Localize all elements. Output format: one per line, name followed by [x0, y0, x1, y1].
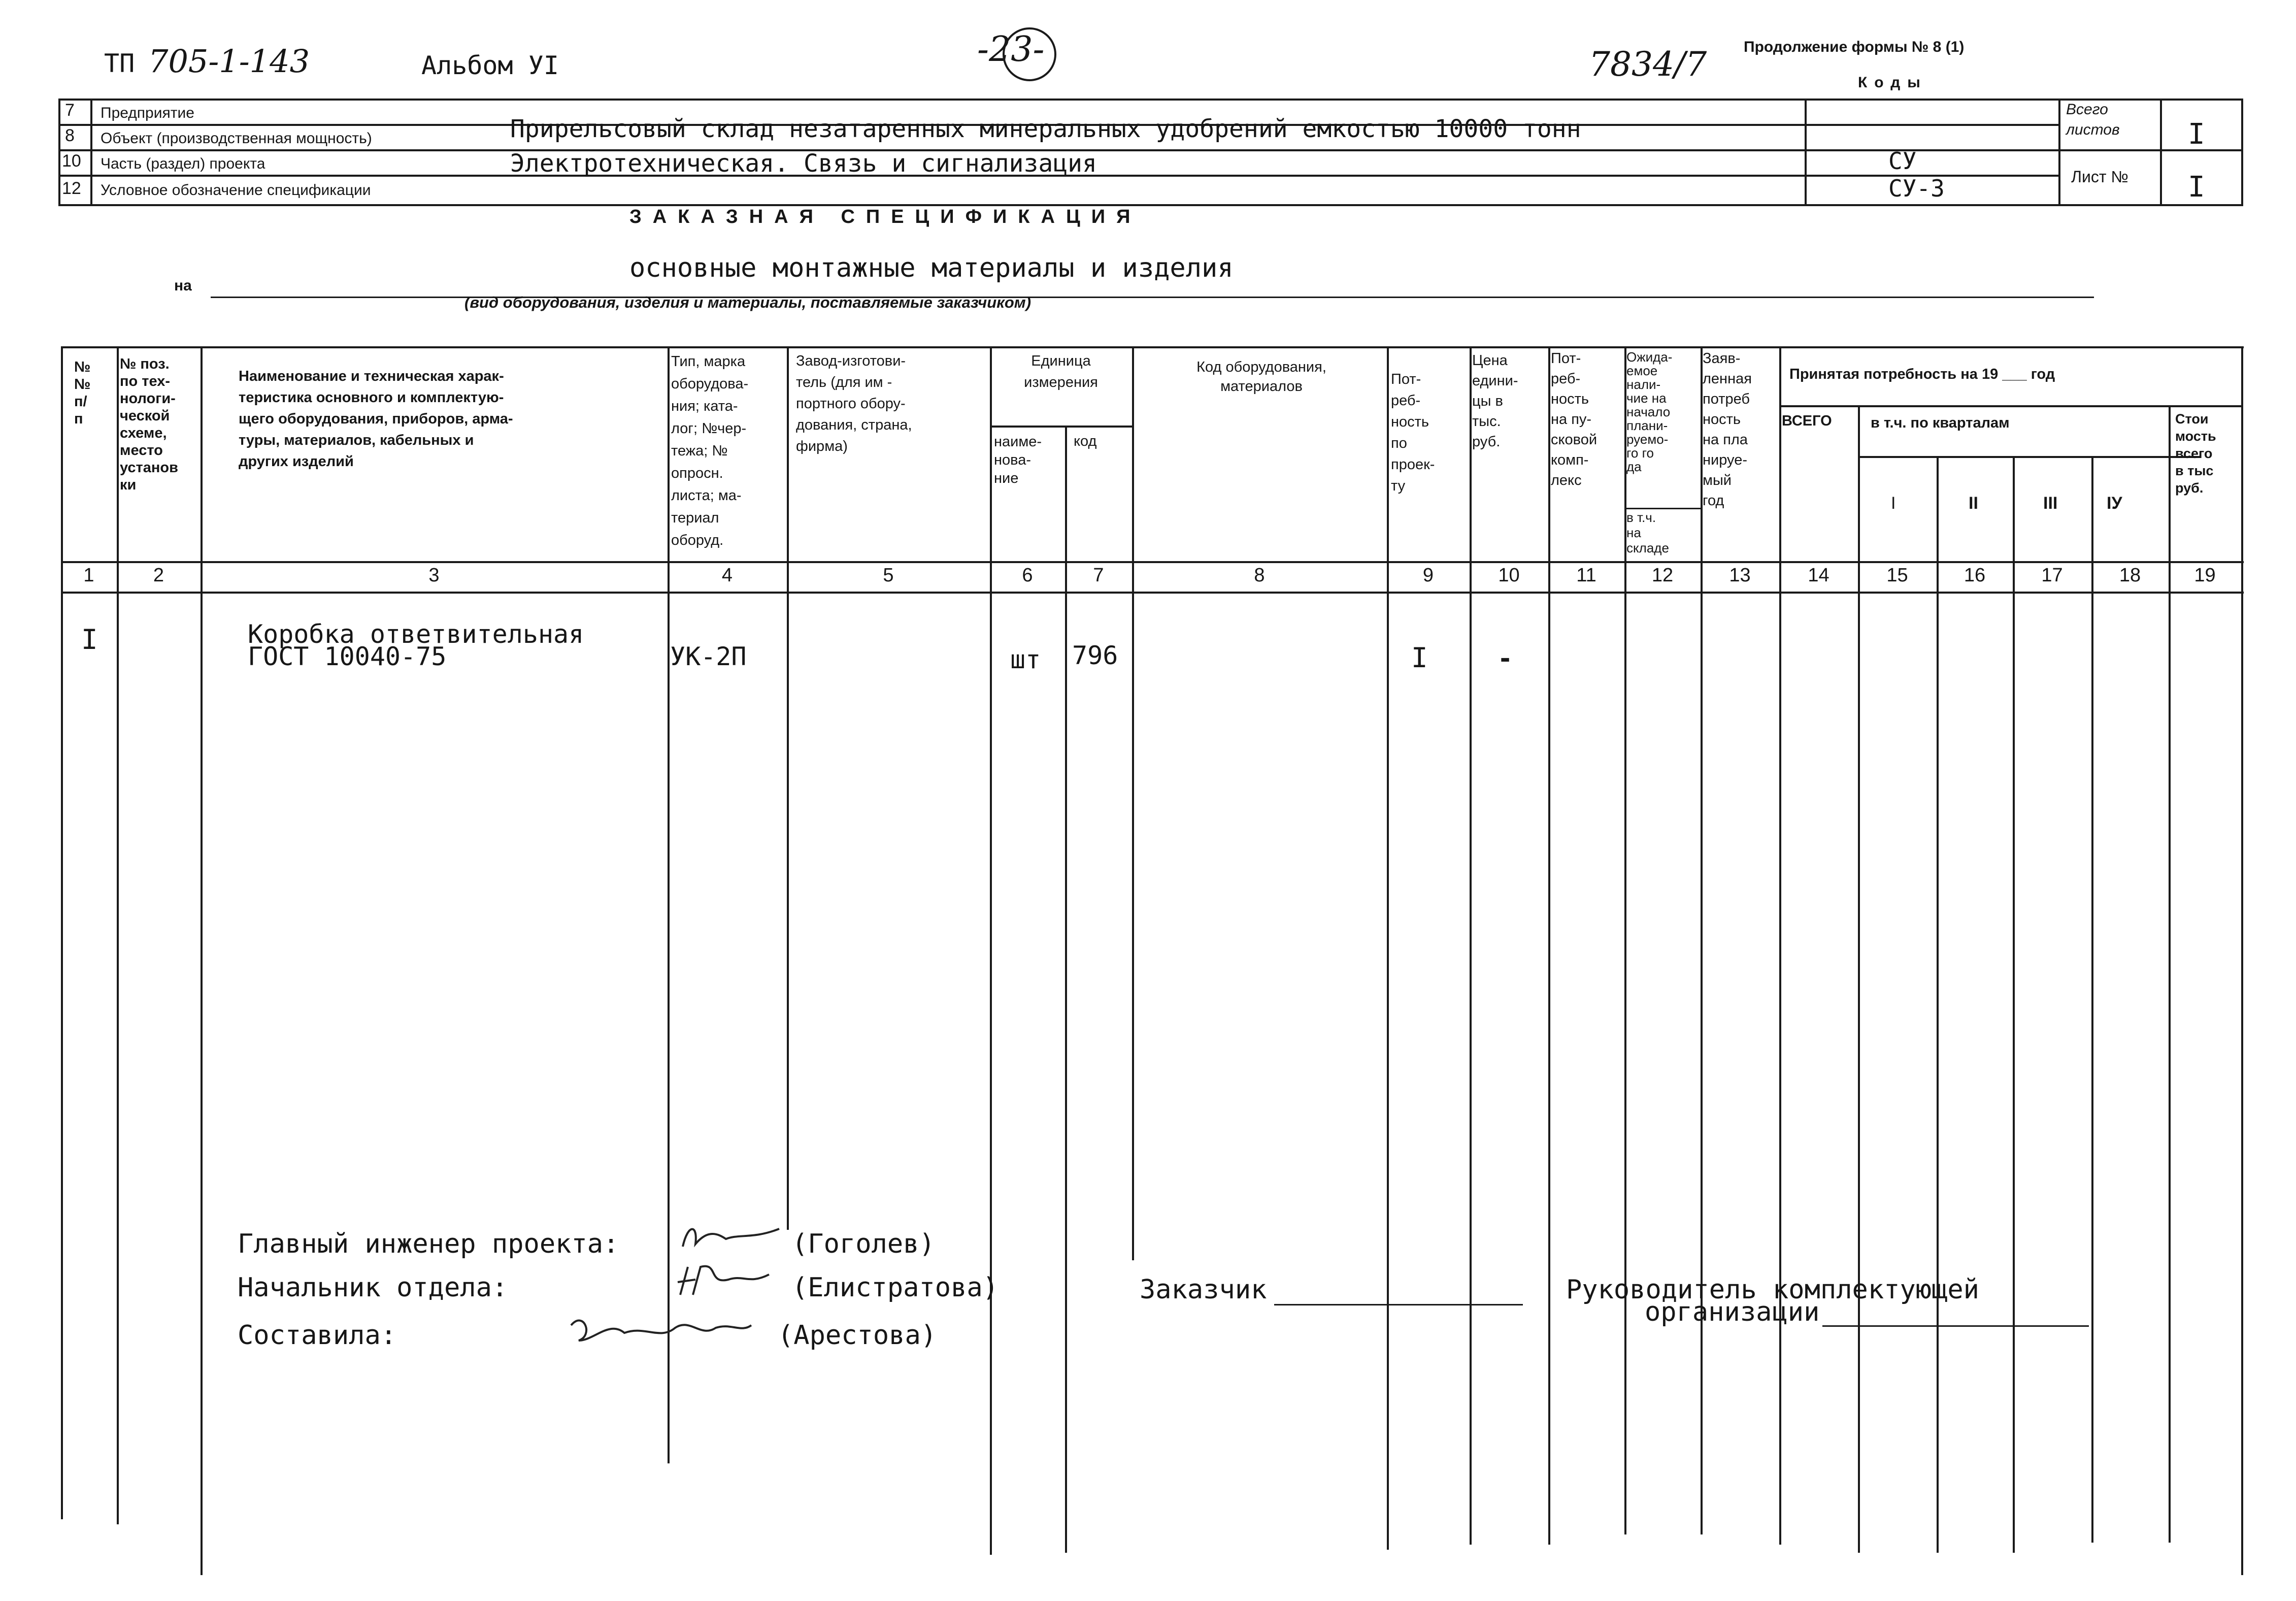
page-number: -23-: [977, 29, 1045, 70]
col-header-accepted: Принятая потребность на 19 ___ год: [1789, 366, 2055, 382]
meta-row-label: Условное обозначение спецификации: [101, 182, 371, 199]
col-header-7: код: [1074, 433, 1097, 449]
col-number: 11: [1576, 565, 1596, 586]
col-number: 19: [2194, 565, 2216, 586]
col-number: 7: [1093, 565, 1104, 586]
row-need: I: [1411, 642, 1428, 674]
col-number: 18: [2119, 565, 2141, 586]
spec-heading: ЗАКАЗНАЯ СПЕЦИФИКАЦИЯ: [629, 206, 1142, 227]
col-number: 6: [1022, 565, 1033, 586]
meta-row-num: 7: [65, 101, 75, 120]
row-type: УК-2П: [670, 642, 747, 671]
compiled-by-name: (Арестова): [778, 1320, 937, 1351]
row-unit-code: 796: [1072, 641, 1118, 670]
chief-engineer-label: Главный инженер проекта:: [238, 1229, 619, 1259]
sheet-number-label: Лист №: [2071, 168, 2128, 186]
col-header-12-sub: в т.ч. на складе: [1626, 510, 1669, 556]
col-header-12: Ожида- емое нали- чие на начало плани- руемо- го го да: [1626, 349, 1673, 474]
total-sheets-label: Всего листов: [2066, 101, 2120, 138]
col-header-14: ВСЕГО: [1782, 413, 1832, 429]
compiled-by-label: Составила:: [238, 1320, 397, 1351]
sheet-number-value: I: [2188, 171, 2205, 204]
col-number: 4: [721, 565, 733, 586]
row-unit: шт: [1010, 645, 1041, 674]
col-number: 5: [883, 565, 894, 586]
row-price: -: [1498, 644, 1513, 673]
spec-caption: (вид оборудования, изделия и материалы, поставляемые заказчиком): [464, 293, 1031, 311]
supplier-label-1: Руководитель комплектующей: [1566, 1275, 1979, 1305]
col-header-4: Тип, марка оборудова- ния; ката- лог; №чер- тежа; № опросн. листа; ма- териал оборуд.: [671, 353, 749, 548]
row-name-line2: ГОСТ 10040-75: [248, 642, 447, 671]
col-header-11: Пот- реб- ность на пу- сковой комп- лекс: [1551, 350, 1598, 488]
dept-head-label: Начальник отдела:: [238, 1272, 508, 1303]
row-name-line1: Коробка ответвительная: [248, 619, 584, 649]
supplier-label-2: организации: [1645, 1297, 1820, 1327]
chief-engineer-name: (Гоголев): [792, 1229, 935, 1259]
project-part-value: Электротехническая. Связь и сигнализация: [510, 149, 1097, 178]
meta-row-num: 10: [62, 151, 81, 171]
col-header-2: № поз. по тех- нологи- ческой схеме, место установ ки: [120, 356, 178, 493]
col-header-15: I: [1891, 494, 1896, 513]
meta-row-label: Предприятие: [101, 105, 194, 121]
col-number: 17: [2041, 565, 2063, 586]
col-header-8: Код оборудования, материалов: [1196, 359, 1326, 395]
col-number: 1: [83, 565, 94, 586]
tp-number: 705-1-143: [148, 43, 310, 80]
customer-label: Заказчик: [1140, 1275, 1267, 1305]
form-continuation: Продолжение формы № 8 (1): [1744, 39, 1965, 55]
codes-label: Коды: [1858, 74, 1927, 91]
col-header-3: Наименование и техническая харак- теристика основного и комплектую- щего оборудования, приборов, арма- туры, материалов, кабельных и других изделий: [239, 368, 513, 470]
page-number-circle-icon: [1003, 27, 1056, 81]
meta-row-label: Объект (производственная мощность): [101, 130, 372, 147]
col-header-9: Пот- реб- ность по проек- ту: [1391, 371, 1435, 494]
col-number: 3: [428, 565, 440, 586]
col-header-10: Цена едини- цы в тыс. руб.: [1472, 352, 1518, 450]
row-number: I: [81, 624, 98, 656]
chief-signature-icon: [678, 1219, 784, 1254]
dept-head-name: (Елистратова): [792, 1272, 999, 1303]
col-number: 15: [1886, 565, 1908, 586]
meta-row-label: Часть (раздел) проекта: [101, 155, 265, 172]
col-header-5: Завод-изготови- тель (для им - портного обору- дования, страна, фирма): [796, 353, 912, 454]
col-number: 13: [1729, 565, 1751, 586]
col-header-18: IУ: [2107, 494, 2122, 513]
col-number: 2: [153, 565, 164, 586]
col-header-16: II: [1969, 494, 1978, 513]
tp-prefix: ТП: [104, 49, 135, 78]
meta-row-num: 8: [65, 126, 75, 145]
doc-number: 7834/7: [1589, 45, 1707, 84]
col-number: 10: [1498, 565, 1520, 586]
dept-signature-icon: [673, 1259, 774, 1300]
col-header-19: Стои мость всего в тыс руб.: [2175, 411, 2216, 496]
col-number: 14: [1808, 565, 1829, 586]
project-part-code: СУ: [1888, 147, 1917, 175]
col-header-quarters: в т.ч. по кварталам: [1871, 415, 2010, 431]
col-number: 8: [1254, 565, 1265, 586]
col-header-17: III: [2043, 494, 2058, 513]
col-header-13: Заяв- ленная потреб ность на пла нируе- мый год: [1703, 350, 1752, 509]
spec-code: СУ-3: [1888, 175, 1945, 202]
col-header-1: № № п/ п: [74, 359, 91, 427]
compiled-signature-icon: [563, 1305, 756, 1351]
object-value: Прирельсовый склад незатаренных минеральных удобрений емкостью 10000 тонн: [510, 115, 1581, 143]
col-header-unit: Единица измерения: [1024, 353, 1098, 390]
col-number: 16: [1964, 565, 1986, 586]
total-sheets-value: I: [2188, 118, 2205, 151]
col-number: 12: [1651, 565, 1674, 586]
meta-row-num: 12: [62, 179, 81, 198]
spec-subtitle: основные монтажные материалы и изделия: [629, 253, 1234, 283]
col-number: 9: [1422, 565, 1434, 586]
na-label: на: [174, 277, 192, 294]
col-header-6: наиме- нова- ние: [994, 434, 1042, 486]
album-label: Альбом УI: [421, 51, 559, 80]
